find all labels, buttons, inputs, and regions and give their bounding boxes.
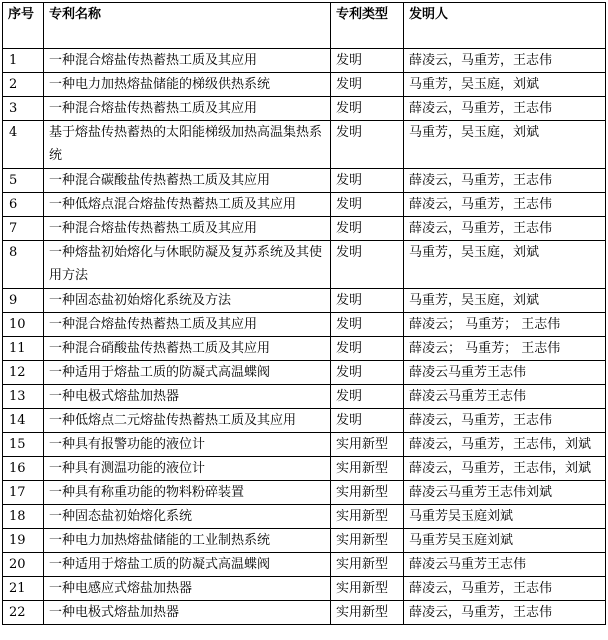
cell-inventors: 马重芳，吴玉庭，刘斌 bbox=[404, 73, 606, 97]
table-row bbox=[3, 553, 606, 577]
cell-inventors: 薛凌云，马重芳，王志伟 bbox=[404, 97, 606, 121]
table-row bbox=[3, 409, 606, 433]
cell-inventors: 薛凌云，马重芳，王志伟 bbox=[404, 193, 606, 217]
cell-patent-type: 实用新型 bbox=[331, 433, 404, 457]
cell-serial-number: 6 bbox=[3, 193, 44, 217]
header-patent-name: 专利名称 bbox=[44, 3, 331, 49]
cell-patent-name: 一种固态盐初始熔化系统及方法 bbox=[44, 289, 331, 313]
patent-table bbox=[2, 2, 606, 625]
cell-patent-type: 实用新型 bbox=[331, 529, 404, 553]
cell-patent-type: 发明 bbox=[331, 385, 404, 409]
cell-inventors: 薛凌云，马重芳，王志伟 bbox=[404, 601, 606, 625]
cell-serial-number: 21 bbox=[3, 577, 44, 601]
table-row bbox=[3, 577, 606, 601]
table-row bbox=[3, 49, 606, 73]
header-serial-number: 序号 bbox=[3, 3, 44, 49]
cell-patent-name: 一种混合碳酸盐传热蓄热工质及其应用 bbox=[44, 169, 331, 193]
patent-table-page bbox=[2, 2, 605, 625]
cell-patent-name: 一种熔盐初始熔化与休眠防凝及复苏系统及其使用方法 bbox=[44, 241, 331, 289]
cell-inventors: 薛凌云马重芳王志伟 bbox=[404, 361, 606, 385]
cell-patent-name: 一种电极式熔盐加热器 bbox=[44, 385, 331, 409]
cell-serial-number: 10 bbox=[3, 313, 44, 337]
cell-serial-number: 15 bbox=[3, 433, 44, 457]
cell-serial-number: 12 bbox=[3, 361, 44, 385]
cell-patent-type: 实用新型 bbox=[331, 457, 404, 481]
cell-patent-type: 发明 bbox=[331, 97, 404, 121]
header-patent-type: 专利类型 bbox=[331, 3, 404, 49]
cell-patent-name: 一种混合熔盐传热蓄热工质及其应用 bbox=[44, 49, 331, 73]
cell-inventors: 薛凌云马重芳王志伟 bbox=[404, 385, 606, 409]
table-row bbox=[3, 217, 606, 241]
table-row bbox=[3, 529, 606, 553]
table-row bbox=[3, 241, 606, 289]
table-row bbox=[3, 433, 606, 457]
cell-patent-type: 发明 bbox=[331, 217, 404, 241]
cell-serial-number: 8 bbox=[3, 241, 44, 289]
cell-serial-number: 5 bbox=[3, 169, 44, 193]
cell-patent-type: 实用新型 bbox=[331, 505, 404, 529]
cell-serial-number: 3 bbox=[3, 97, 44, 121]
table-body bbox=[3, 49, 606, 625]
table-row bbox=[3, 385, 606, 409]
cell-serial-number: 9 bbox=[3, 289, 44, 313]
cell-patent-name: 一种电极式熔盐加热器 bbox=[44, 601, 331, 625]
cell-patent-name: 基于熔盐传热蓄热的太阳能梯级加热高温集热系统 bbox=[44, 121, 331, 169]
cell-serial-number: 20 bbox=[3, 553, 44, 577]
cell-patent-type: 发明 bbox=[331, 313, 404, 337]
cell-serial-number: 18 bbox=[3, 505, 44, 529]
cell-patent-type: 实用新型 bbox=[331, 553, 404, 577]
cell-inventors: 薛凌云，马重芳，王志伟 bbox=[404, 169, 606, 193]
cell-patent-type: 实用新型 bbox=[331, 601, 404, 625]
cell-inventors: 薛凌云马重芳王志伟刘斌 bbox=[404, 481, 606, 505]
table-row bbox=[3, 73, 606, 97]
cell-serial-number: 14 bbox=[3, 409, 44, 433]
table-row bbox=[3, 289, 606, 313]
cell-serial-number: 19 bbox=[3, 529, 44, 553]
cell-inventors: 薛凌云，马重芳，王志伟，刘斌 bbox=[404, 457, 606, 481]
cell-inventors: 薛凌云； 马重芳； 王志伟 bbox=[404, 313, 606, 337]
table-row bbox=[3, 97, 606, 121]
cell-patent-name: 一种电感应式熔盐加热器 bbox=[44, 577, 331, 601]
cell-serial-number: 17 bbox=[3, 481, 44, 505]
table-row bbox=[3, 313, 606, 337]
cell-inventors: 薛凌云马重芳王志伟 bbox=[404, 553, 606, 577]
cell-serial-number: 11 bbox=[3, 337, 44, 361]
table-row bbox=[3, 193, 606, 217]
header-inventors: 发明人 bbox=[404, 3, 606, 49]
cell-patent-type: 发明 bbox=[331, 289, 404, 313]
cell-inventors: 薛凌云，马重芳，王志伟 bbox=[404, 49, 606, 73]
cell-patent-name: 一种具有测温功能的液位计 bbox=[44, 457, 331, 481]
cell-inventors: 薛凌云，马重芳，王志伟 bbox=[404, 577, 606, 601]
cell-inventors: 马重芳，吴玉庭，刘斌 bbox=[404, 289, 606, 313]
cell-patent-name: 一种固态盐初始熔化系统 bbox=[44, 505, 331, 529]
cell-inventors: 薛凌云； 马重芳； 王志伟 bbox=[404, 337, 606, 361]
cell-inventors: 薛凌云，马重芳，王志伟 bbox=[404, 217, 606, 241]
cell-patent-name: 一种低熔点混合熔盐传热蓄热工质及其应用 bbox=[44, 193, 331, 217]
cell-inventors: 马重芳吴玉庭刘斌 bbox=[404, 529, 606, 553]
cell-patent-type: 发明 bbox=[331, 409, 404, 433]
cell-patent-type: 实用新型 bbox=[331, 577, 404, 601]
cell-patent-name: 一种混合硝酸盐传热蓄热工质及其应用 bbox=[44, 337, 331, 361]
cell-serial-number: 4 bbox=[3, 121, 44, 169]
cell-patent-name: 一种电力加热熔盐储能的梯级供热系统 bbox=[44, 73, 331, 97]
cell-patent-type: 发明 bbox=[331, 241, 404, 289]
cell-patent-type: 发明 bbox=[331, 169, 404, 193]
cell-serial-number: 13 bbox=[3, 385, 44, 409]
cell-patent-name: 一种混合熔盐传热蓄热工质及其应用 bbox=[44, 217, 331, 241]
table-row bbox=[3, 457, 606, 481]
cell-serial-number: 1 bbox=[3, 49, 44, 73]
cell-inventors: 薛凌云，马重芳，王志伟 bbox=[404, 409, 606, 433]
table-row bbox=[3, 481, 606, 505]
table-row bbox=[3, 505, 606, 529]
table-row bbox=[3, 601, 606, 625]
table-row bbox=[3, 121, 606, 169]
cell-patent-name: 一种具有称重功能的物料粉碎装置 bbox=[44, 481, 331, 505]
cell-patent-name: 一种混合熔盐传热蓄热工质及其应用 bbox=[44, 97, 331, 121]
cell-patent-type: 发明 bbox=[331, 337, 404, 361]
cell-patent-type: 实用新型 bbox=[331, 481, 404, 505]
cell-inventors: 马重芳，吴玉庭，刘斌 bbox=[404, 241, 606, 289]
cell-patent-type: 发明 bbox=[331, 361, 404, 385]
cell-patent-name: 一种适用于熔盐工质的防凝式高温蝶阀 bbox=[44, 553, 331, 577]
cell-patent-name: 一种具有报警功能的液位计 bbox=[44, 433, 331, 457]
cell-patent-type: 发明 bbox=[331, 49, 404, 73]
cell-patent-name: 一种适用于熔盐工质的防凝式高温蝶阀 bbox=[44, 361, 331, 385]
cell-patent-name: 一种低熔点二元熔盐传热蓄热工质及其应用 bbox=[44, 409, 331, 433]
cell-patent-type: 发明 bbox=[331, 193, 404, 217]
cell-patent-type: 发明 bbox=[331, 121, 404, 169]
cell-serial-number: 16 bbox=[3, 457, 44, 481]
cell-inventors: 薛凌云，马重芳，王志伟，刘斌 bbox=[404, 433, 606, 457]
cell-patent-type: 发明 bbox=[331, 73, 404, 97]
cell-patent-name: 一种电力加热熔盐储能的工业制热系统 bbox=[44, 529, 331, 553]
table-row bbox=[3, 337, 606, 361]
table-row bbox=[3, 169, 606, 193]
cell-inventors: 马重芳，吴玉庭，刘斌 bbox=[404, 121, 606, 169]
cell-serial-number: 22 bbox=[3, 601, 44, 625]
table-row bbox=[3, 361, 606, 385]
table-header-row bbox=[3, 3, 606, 49]
cell-inventors: 马重芳吴玉庭刘斌 bbox=[404, 505, 606, 529]
cell-serial-number: 2 bbox=[3, 73, 44, 97]
cell-patent-name: 一种混合熔盐传热蓄热工质及其应用 bbox=[44, 313, 331, 337]
cell-serial-number: 7 bbox=[3, 217, 44, 241]
